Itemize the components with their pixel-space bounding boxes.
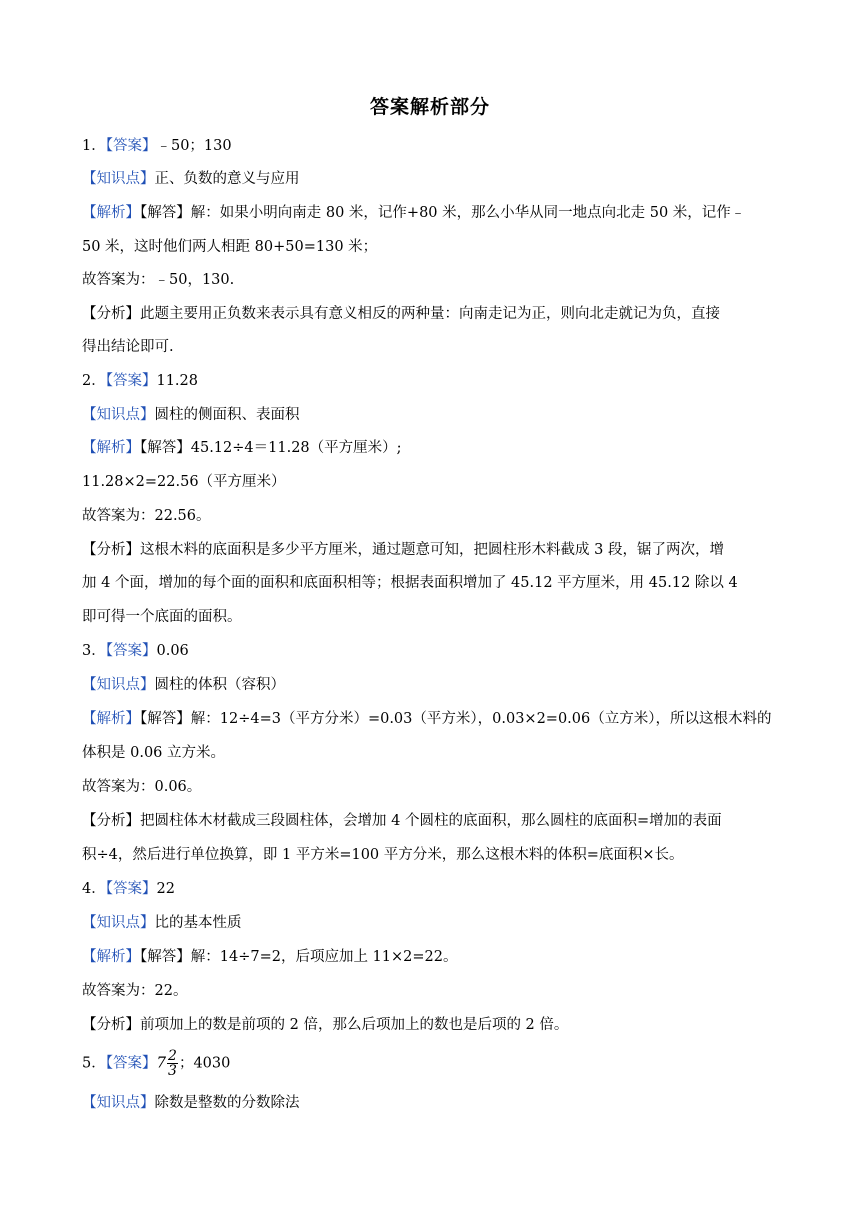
answer-tag: 【答案】 <box>105 881 157 897</box>
q5-answer-fraction <box>167 1049 178 1078</box>
q5-knowledge-line <box>82 1093 782 1113</box>
q5-answer-whole: 7 <box>156 1053 167 1072</box>
q4-number: 4． <box>82 881 106 897</box>
analysis-tag: 【解析】 <box>82 440 140 456</box>
answer-tag: 【答案】 <box>105 373 157 389</box>
answer-tag: 【答案】 <box>105 643 157 659</box>
q2-answer-line <box>82 371 782 391</box>
q5-number: 5． <box>82 1055 106 1072</box>
q5-fraction-numerator: 2 <box>168 1048 177 1064</box>
q1-number: 1． <box>82 138 106 154</box>
q2-solution-line-2: 11.28×2=22.56（平方厘米） <box>82 474 286 490</box>
q3-conclusion: 故答案为：0.06。 <box>82 779 202 795</box>
analysis-tag: 【解析】 <box>82 711 140 727</box>
knowledge-tag: 【知识点】 <box>82 407 155 423</box>
page-title: 答案解析部分 <box>369 96 490 118</box>
q1-knowledge: 正、负数的意义与应用 <box>154 171 300 187</box>
q2-solution-text-1: 45.12÷4＝11.28（平方厘米）; <box>190 440 402 456</box>
q2-solution-line-1 <box>82 438 782 458</box>
q1-fenxi-line-1 <box>82 304 782 324</box>
q3-answer-line <box>82 641 782 661</box>
q2-answer: 11.28 <box>156 373 198 389</box>
knowledge-tag: 【知识点】 <box>82 1095 155 1111</box>
knowledge-tag: 【知识点】 <box>82 677 155 693</box>
q4-solution-text-1: 解：14÷7=2，后项应加上 11×2=22。 <box>190 949 458 965</box>
analysis-tag: 【解析】 <box>82 205 140 221</box>
q1-fenxi-line-2: 得出结论即可. <box>82 339 174 355</box>
q1-solution-line-1 <box>82 203 782 223</box>
q5-knowledge: 除数是整数的分数除法 <box>154 1095 300 1111</box>
q4-fenxi-line-1 <box>82 1015 782 1035</box>
solution-tag: 【解答】 <box>140 440 191 456</box>
q4-knowledge: 比的基本性质 <box>154 915 242 931</box>
q3-solution-line-2: 体积是 0.06 立方米。 <box>82 745 226 761</box>
fenxi-tag: 【分析】 <box>82 813 140 829</box>
q3-solution-line-1 <box>82 709 782 729</box>
q2-knowledge-line <box>82 405 782 425</box>
fenxi-tag: 【分析】 <box>82 542 140 558</box>
q3-answer: 0.06 <box>156 643 189 659</box>
q2-number: 2． <box>82 373 106 389</box>
q4-answer: 22 <box>156 881 175 897</box>
fenxi-tag: 【分析】 <box>82 306 140 322</box>
q1-answer: ﹣50；130 <box>156 138 232 154</box>
q5-answer-rest: ；4030 <box>178 1055 231 1072</box>
q1-knowledge-line <box>82 169 782 189</box>
fenxi-tag: 【分析】 <box>82 1017 140 1033</box>
q1-conclusion: 故答案为：﹣50，130. <box>82 272 235 288</box>
q3-fenxi-line-1 <box>82 811 782 831</box>
q2-conclusion: 故答案为：22.56。 <box>82 508 211 524</box>
q3-knowledge: 圆柱的体积（容积） <box>154 677 285 693</box>
q1-fenxi-text-1: 此题主要用正负数来表示具有意义相反的两种量：向南走记为正，则向北走就记为负，直接 <box>140 306 720 322</box>
knowledge-tag: 【知识点】 <box>82 171 155 187</box>
q2-fenxi-text-1: 这根木料的底面积是多少平方厘米，通过题意可知，把圆柱形木料截成 3 段，锯了两次，增 <box>140 542 724 558</box>
q2-knowledge: 圆柱的侧面积、表面积 <box>154 407 300 423</box>
q3-solution-text-1: 解：12÷4=3（平方分米）=0.03（平方米），0.03×2=0.06（立方米），所以这根木料的 <box>190 711 772 727</box>
q4-fenxi-text-1: 前项加上的数是前项的 2 倍，那么后项加上的数也是后项的 2 倍。 <box>140 1017 569 1033</box>
q2-fenxi-line-3: 即可得一个底面的面积。 <box>82 609 242 625</box>
q4-conclusion: 故答案为：22。 <box>82 983 188 999</box>
q4-answer-line <box>82 879 782 899</box>
q2-fenxi-line-2: 加 4 个面，增加的每个面的面积和底面积相等；根据表面积增加了 45.12 平方厘米，用 45.12 除以 4 <box>82 575 738 591</box>
answer-tag: 【答案】 <box>105 138 157 154</box>
q4-knowledge-line <box>82 913 782 933</box>
q4-solution-line-1 <box>82 947 782 967</box>
knowledge-tag: 【知识点】 <box>82 915 155 931</box>
q5-fraction-denominator: 3 <box>168 1063 177 1079</box>
q1-solution-line-2: 50 米，这时他们两人相距 80+50=130 米； <box>82 239 378 255</box>
solution-tag: 【解答】 <box>140 949 191 965</box>
q5-answer-line <box>82 1049 782 1078</box>
q3-knowledge-line <box>82 675 782 695</box>
analysis-tag: 【解析】 <box>82 949 140 965</box>
q3-fenxi-line-2: 积÷4，然后进行单位换算，即 1 平方米=100 平方分米，那么这根木料的体积=底面积×长。 <box>82 847 684 863</box>
q2-fenxi-line-1 <box>82 540 782 560</box>
q1-solution-text-1: 解：如果小明向南走 80 米，记作+80 米，那么小华从同一地点向北走 50 米，记作﹣ <box>190 205 746 221</box>
solution-tag: 【解答】 <box>140 205 191 221</box>
q3-number: 3． <box>82 643 106 659</box>
answer-tag: 【答案】 <box>105 1055 157 1072</box>
q3-fenxi-text-1: 把圆柱体木材截成三段圆柱体，会增加 4 个圆柱的底面积，那么圆柱的底面积=增加的表面 <box>140 813 722 829</box>
q1-answer-line <box>82 136 782 156</box>
solution-tag: 【解答】 <box>140 711 191 727</box>
